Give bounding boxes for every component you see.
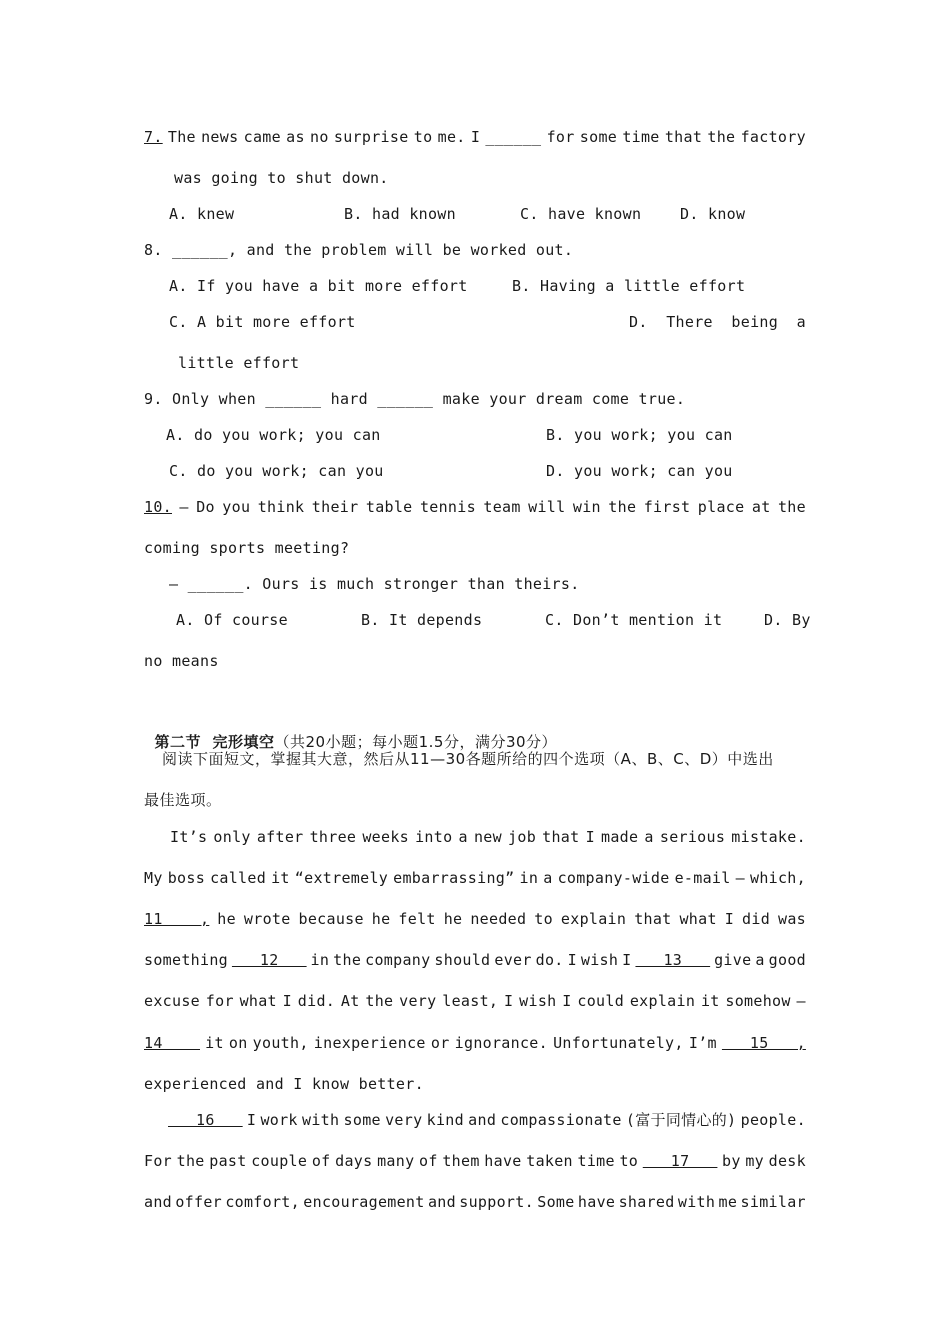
q9-option-b: B. you work; you can [546, 426, 733, 444]
q7-option-d: D. know [680, 205, 746, 223]
word: me [718, 1193, 738, 1211]
word: on [228, 1034, 248, 1052]
word: (富于同情心的) [625, 1111, 737, 1129]
word: people. [740, 1111, 806, 1129]
word: he [217, 910, 236, 928]
word: my [745, 1152, 765, 1170]
word: wish [519, 992, 557, 1010]
q10-option-b: B. It depends [361, 611, 483, 629]
word: will [528, 498, 566, 516]
q7-line2: was going to shut down. [174, 169, 389, 187]
passage-line [144, 909, 806, 929]
word: wish [580, 951, 619, 969]
word: I’m [688, 1034, 717, 1052]
word: for [205, 992, 234, 1010]
word: I [282, 992, 293, 1010]
word: — [796, 992, 806, 1010]
word: he [443, 910, 463, 928]
word: came [243, 128, 281, 146]
word: me. [437, 128, 466, 146]
word: 17 [642, 1152, 718, 1170]
word: a [755, 951, 765, 969]
word: and [144, 1193, 172, 1211]
word: the [176, 1152, 205, 1170]
word: 14 [144, 1034, 200, 1052]
q9-option-c: C. do you work; can you [169, 462, 384, 480]
q10-option-d-cont: no means [144, 652, 219, 670]
word: something [144, 951, 228, 969]
word: by [722, 1152, 741, 1170]
word: that [542, 828, 580, 846]
word: I [504, 992, 514, 1010]
q9-option-a: A. do you work; you can [166, 426, 381, 444]
word: table [365, 498, 413, 516]
passage-line [144, 1151, 806, 1171]
passage-line [144, 868, 806, 888]
word: At [340, 992, 360, 1010]
word: encouragement [303, 1193, 425, 1211]
word: after [256, 828, 304, 846]
word: many [377, 1152, 415, 1170]
word: 13 [635, 951, 711, 969]
q8-option-d-cont: little effort [178, 354, 300, 372]
word: I [562, 992, 572, 1010]
word: comfort, [225, 1193, 300, 1211]
q7-option-a: A. knew [169, 205, 235, 223]
passage-line [144, 1033, 806, 1053]
word: the [608, 498, 637, 516]
word: a [644, 828, 654, 846]
word: e-mail [674, 869, 731, 887]
word: do. [535, 951, 564, 969]
word: tennis [419, 498, 476, 516]
word: time [577, 1152, 615, 1170]
word: similar [740, 1193, 806, 1211]
section-instruction-cont: 最佳选项。 [144, 791, 222, 809]
word: win [572, 498, 601, 516]
word: which, [749, 869, 806, 887]
word: time [622, 128, 660, 146]
word: into [415, 828, 453, 846]
word: what [679, 910, 717, 928]
word: the [333, 951, 362, 969]
word: some [579, 128, 618, 146]
word: have [577, 1193, 616, 1211]
word: new [473, 828, 502, 846]
word: and [468, 1111, 497, 1129]
word: called [210, 869, 267, 887]
word: ______ [485, 128, 542, 146]
word: weeks [362, 828, 409, 846]
word: of [419, 1152, 438, 1170]
word: did [742, 910, 771, 928]
word: did. [297, 992, 336, 1010]
section-note: （共20小题；每小题1.5分，满分30分） [274, 733, 558, 751]
word: inexperience [313, 1034, 426, 1052]
passage-line: experienced and I know better. [144, 1075, 424, 1093]
word: My [144, 869, 163, 887]
passage-line [144, 950, 806, 970]
word: first [643, 498, 691, 516]
word: kind [426, 1111, 464, 1129]
word: mistake. [731, 828, 806, 846]
passage-line [170, 827, 806, 847]
word: with [677, 1193, 716, 1211]
word: to [413, 128, 433, 146]
word: the [707, 128, 736, 146]
word: as [286, 128, 305, 146]
word: I [724, 910, 735, 928]
q9-stem: 9. Only when ______ hard ______ make your dream come true. [144, 390, 686, 408]
word: wrote [243, 910, 291, 928]
word: a [458, 828, 468, 846]
word: some [343, 1111, 381, 1129]
word: Some [537, 1193, 575, 1211]
word: should [434, 951, 491, 969]
word: that [634, 910, 672, 928]
word: compassionate [500, 1111, 622, 1129]
word: what [239, 992, 277, 1010]
word: explain [629, 992, 696, 1010]
word: in [310, 951, 330, 969]
word: explain [560, 910, 627, 928]
word: he [371, 910, 391, 928]
word: felt [398, 910, 436, 928]
q8-option-a: A. If you have a bit more effort [169, 277, 468, 295]
word: desk [768, 1152, 806, 1170]
word: I [585, 828, 595, 846]
word: work [260, 1111, 298, 1129]
word: no [310, 128, 329, 146]
word: embarrassing” [393, 869, 515, 887]
word: it [700, 992, 720, 1010]
word: could [577, 992, 625, 1010]
section-title: 第二节 完形填空 [154, 733, 275, 751]
word: days [335, 1152, 373, 1170]
q8-option-b: B. Having a little effort [512, 277, 746, 295]
word: to [619, 1152, 639, 1170]
word: company-wide [557, 869, 670, 887]
q8-option-d [629, 312, 806, 332]
word: D. [629, 313, 648, 331]
section-instruction: 阅读下面短文，掌握其大意，然后从11—30各题所给的四个选项（A、B、C、D）中选出 [162, 750, 774, 768]
word: very [385, 1111, 423, 1129]
word: “extremely [294, 869, 389, 887]
word: and [427, 1193, 456, 1211]
word: give [714, 951, 752, 969]
word: taken [526, 1152, 573, 1170]
word: surprise [333, 128, 409, 146]
word: needed [470, 910, 527, 928]
word: them [442, 1152, 480, 1170]
word: news [201, 128, 239, 146]
word: It’s [170, 828, 208, 846]
word: couple [251, 1152, 308, 1170]
word: boss [167, 869, 206, 887]
word: company [365, 951, 431, 969]
q10-line1 [144, 497, 806, 517]
word: ever [494, 951, 532, 969]
word: There [666, 313, 713, 331]
word: think [257, 498, 305, 516]
word: three [309, 828, 357, 846]
word: very [399, 992, 437, 1010]
word: Unfortunately, [553, 1034, 684, 1052]
word: only [213, 828, 251, 846]
word: a [796, 313, 806, 331]
word: shared [618, 1193, 675, 1211]
word: I [470, 128, 481, 146]
word: because [298, 910, 364, 928]
word: in [519, 869, 539, 887]
passage-line [168, 1110, 806, 1130]
word: serious [659, 828, 726, 846]
word: youth, [252, 1034, 309, 1052]
q8-stem: 8. ______, and the problem will be worked out. [144, 241, 574, 259]
word: was [778, 910, 806, 928]
word: being [731, 313, 779, 331]
passage-line [144, 991, 806, 1011]
word: excuse [144, 992, 200, 1010]
word: good [768, 951, 806, 969]
q10-line2: coming sports meeting? [144, 539, 350, 557]
word: — [735, 869, 745, 887]
word: 7. [144, 128, 163, 146]
passage-line [144, 1192, 806, 1212]
word: it [205, 1034, 224, 1052]
word: Do [196, 498, 215, 516]
word: ignorance. [454, 1034, 548, 1052]
word: 11 , [144, 910, 210, 928]
section-heading [144, 712, 806, 752]
word: their [311, 498, 359, 516]
word: factory [740, 128, 806, 146]
q10-option-c: C. Don’t mention it [545, 611, 723, 629]
word: the [777, 498, 806, 516]
q10-option-a: A. Of course [176, 611, 288, 629]
q10-option-d: D. By [764, 611, 811, 629]
word: support. [459, 1193, 534, 1211]
word: you [222, 498, 251, 516]
word: of [311, 1152, 331, 1170]
word: I [622, 951, 632, 969]
word: — [179, 498, 189, 516]
word: past [209, 1152, 247, 1170]
word: I [567, 951, 577, 969]
word: at [751, 498, 771, 516]
q8-option-c: C. A bit more effort [169, 313, 356, 331]
word: team [483, 498, 521, 516]
word: The [167, 128, 196, 146]
word: the [365, 992, 394, 1010]
q7-option-c: C. have known [520, 205, 642, 223]
q7-option-b: B. had known [344, 205, 456, 223]
word: 15 , [721, 1034, 806, 1052]
word: for [546, 128, 575, 146]
word: 10. [144, 498, 172, 516]
word: somehow [725, 992, 791, 1010]
word: 12 [231, 951, 307, 969]
word: a [543, 869, 553, 887]
word: job [508, 828, 537, 846]
word: that [664, 128, 703, 146]
q7-line1 [144, 127, 806, 147]
word: place [697, 498, 745, 516]
q10-reply: — ______. Ours is much stronger than theirs. [169, 575, 580, 593]
word: with [301, 1111, 340, 1129]
q9-option-d: D. you work; can you [546, 462, 733, 480]
word: it [271, 869, 290, 887]
word: least, [442, 992, 499, 1010]
word: I [246, 1111, 257, 1129]
word: to [534, 910, 553, 928]
word: have [484, 1152, 522, 1170]
word: or [430, 1034, 450, 1052]
word: offer [175, 1193, 222, 1211]
word: made [601, 828, 639, 846]
word: 16 [168, 1111, 243, 1129]
word: For [144, 1152, 172, 1170]
